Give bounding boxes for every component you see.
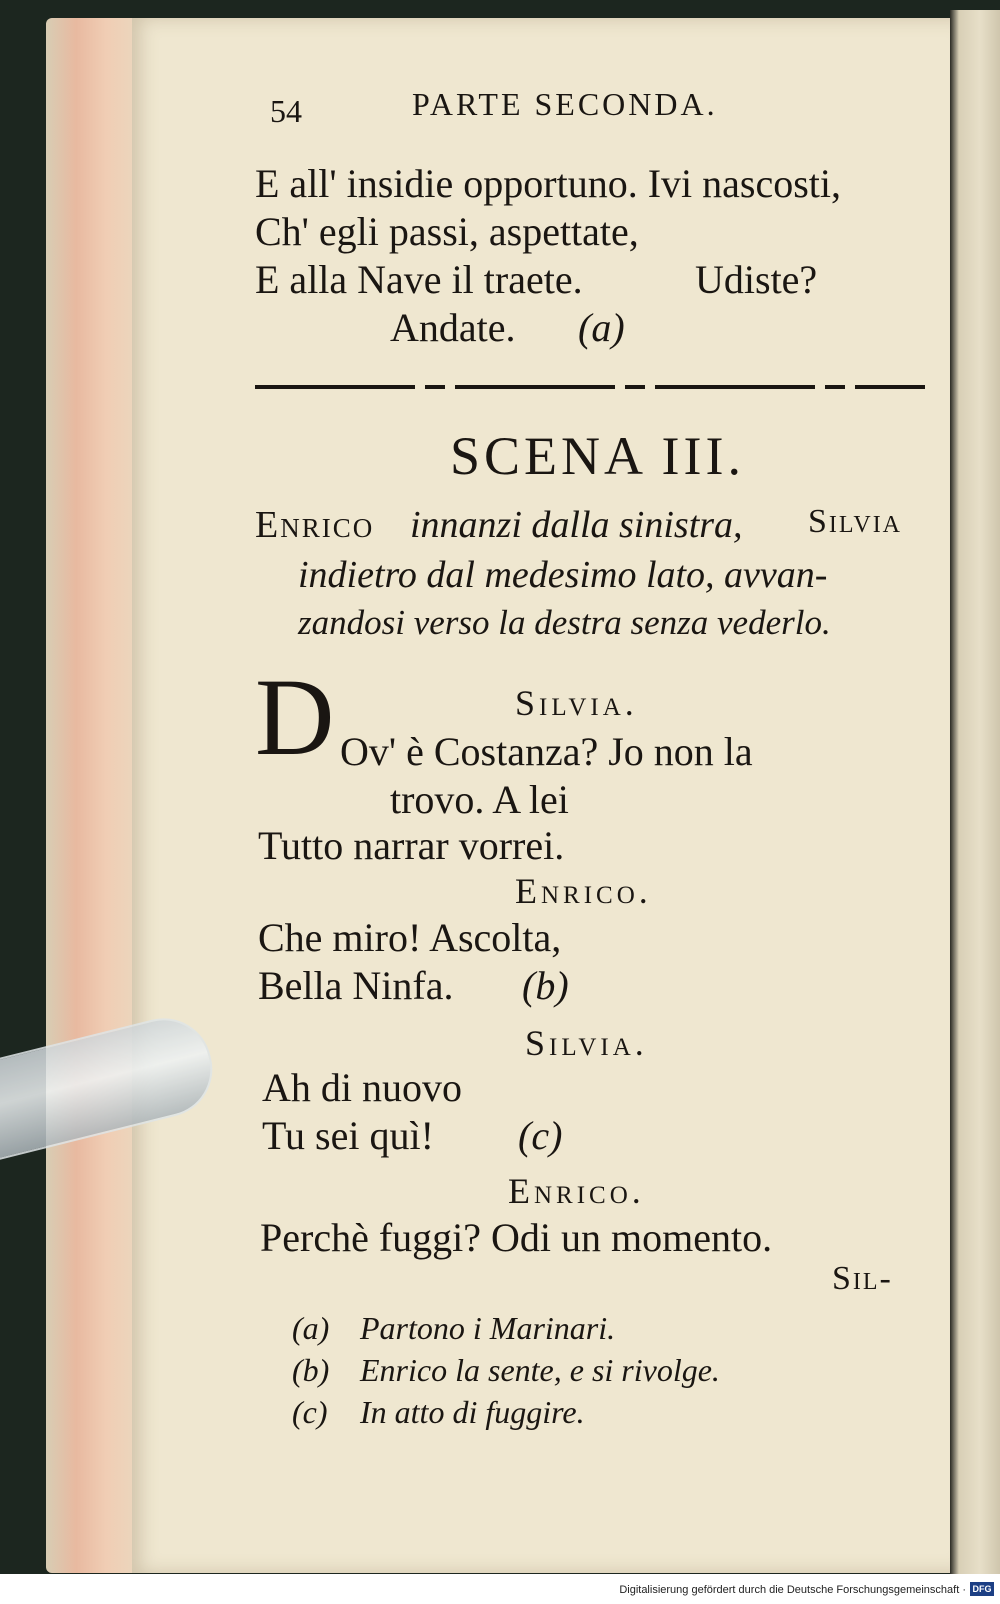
page-number: 54 [270,93,302,129]
verse-line: Ch' egli passi, aspettate, [255,209,639,254]
footnote-mark: (a) [578,305,625,350]
dialogue-line: Bella Ninfa. [258,963,454,1008]
stage-direction: zandosi verso la destra senza vederlo. [298,603,831,642]
dfg-logo: DFG [970,1582,994,1596]
drop-cap: D [255,656,335,778]
speaker-name: Enrico. [515,871,652,911]
speaker-name: Enrico. [508,1171,645,1211]
stage-direction: innanzi dalla sinistra, [410,504,743,546]
footnote-text: Partono i Marinari. [360,1310,616,1346]
dialogue-line: Che miro! Ascolta, [258,915,562,960]
footnote-mark: (c) [518,1113,563,1158]
speaker-name: Silvia. [515,683,638,723]
footnote-text: Enrico la sente, e si rivolge. [360,1352,720,1388]
footnote-mark: (a) [292,1310,330,1346]
funding-credit: Digitalisierung gefördert durch die Deutsche Forschungsgemeinschaft · [619,1584,966,1596]
footnote-mark: (b) [522,963,569,1008]
dialogue-line: Ov' è Costanza? Jo non la [340,729,753,774]
running-title: PARTE SECONDA. [412,86,718,122]
verse-line: Andate. [390,305,516,350]
footnote-text: In atto di fuggire. [360,1394,585,1430]
scene-title: SCENA III. [450,426,745,486]
footnote-mark: (b) [292,1352,330,1388]
character-name: Silvia [808,503,903,540]
dialogue-line: Ah di nuovo [262,1065,462,1110]
character-name: Enrico [255,504,375,546]
section-rule [255,385,925,389]
verse-line: E alla Nave il traete. [255,257,583,302]
facing-page-edge [950,10,1000,1575]
dialogue-line: trovo. A lei [390,777,569,822]
dialogue-line: Tutto narrar vorrei. [258,823,565,868]
dialogue-line: Tu sei quì! [262,1113,434,1158]
footnote-mark: (c) [292,1394,328,1430]
book-page-edges [46,18,146,1573]
verse-line: E all' insidie opportuno. Ivi nascosti, [255,161,842,206]
stage-direction: indietro dal medesimo lato, avvan- [298,554,828,596]
dialogue-line: Perchè fuggi? Odi un momento. [260,1215,773,1260]
speaker-name: Silvia. [525,1023,648,1063]
catchword: Sil- [832,1260,893,1297]
verse-line: Udiste? [695,257,818,302]
